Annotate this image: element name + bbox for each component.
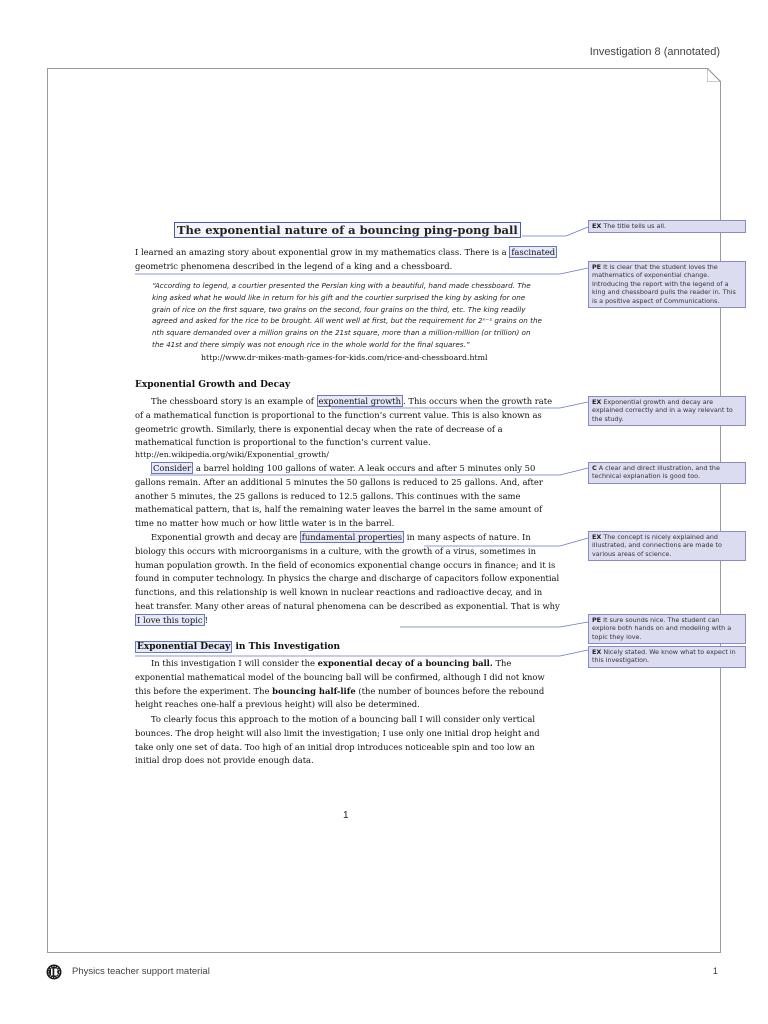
comment-text: Nicely stated. We know what to expect in this investigation. bbox=[592, 648, 736, 665]
highlight-love-topic[interactable]: I love this topic bbox=[137, 614, 203, 625]
highlight-exponential-growth[interactable]: exponential growth bbox=[318, 396, 402, 406]
comment-text: The title tells us all. bbox=[603, 222, 667, 230]
intro-paragraph bbox=[135, 246, 560, 274]
comment-title[interactable] bbox=[588, 220, 746, 233]
intro-line: I learned an amazing story about exponential grow in my mathematics class. There is a bbox=[135, 247, 507, 257]
comment-intro[interactable] bbox=[588, 261, 746, 308]
comment-text: Exponential growth and decay are explained correctly and in a way relevant to the study. bbox=[592, 398, 733, 423]
comment-tag: C bbox=[592, 464, 597, 472]
comment-tag: EX bbox=[592, 222, 602, 230]
highlight-fundamental-properties[interactable]: fundamental properties bbox=[301, 532, 403, 542]
comment-tag: EX bbox=[592, 533, 602, 541]
document-title: The exponential nature of a bouncing ping-pong ball bbox=[174, 222, 521, 238]
comment-text: The concept is nicely explained and illustrated, and connections are made to various areas of science. bbox=[592, 533, 722, 558]
p4-pre: Exponential growth and decay are bbox=[151, 532, 300, 542]
comment-text: It sure sounds nice. The student can explore both hands on and modeling with a topic they love. bbox=[592, 616, 732, 641]
footer-text: Physics teacher support material bbox=[72, 966, 210, 977]
p5-mid2: (the number of bounces before the rebound height reaches one-half a previous height) will also be determined. bbox=[135, 685, 545, 710]
p5-bold-half-life: bouncing half-life bbox=[272, 685, 356, 696]
comment-decay-heading[interactable] bbox=[588, 646, 746, 668]
comment-tag: PE bbox=[592, 263, 602, 271]
footer-page-number: 1 bbox=[712, 966, 718, 977]
highlight-fascinated[interactable]: fascinated bbox=[511, 247, 556, 257]
comment-growth[interactable] bbox=[588, 396, 746, 426]
paragraph-focus: To clearly focus this approach to the motion of a bouncing ball I will consider only vertical bounces. The drop height will also limit the investigation; I use only one initial drop height and take only one set of data. Too high of an initial drop introduces noticeable spin and too low an initial drop does not provide enough data. bbox=[135, 714, 540, 766]
comment-love-topic[interactable] bbox=[588, 614, 746, 644]
p2-pre: The chessboard story is an example of bbox=[151, 396, 317, 406]
comment-text: A clear and direct illustration, and the technical explanation is good too. bbox=[592, 464, 720, 481]
document-header-title: Investigation 8 (annotated) bbox=[589, 46, 720, 58]
p3-post: a barrel holding 100 gallons of water. A leak occurs and after 5 minutes only 50 gallons remain. After an additional 5 minutes the 50 gallons is reduced to 25 gallons. And, after another 5 minutes, the 25 gallons is reduced to 12.5 gallons. This continues with the same mathematical pattern, that is, half the remaining water leaves the barrel in the same amount of time no matter how much or how little water is in the barrel. bbox=[135, 463, 543, 529]
page-fold-corner bbox=[707, 68, 721, 82]
highlight-exponential-decay[interactable]: Exponential Decay bbox=[137, 642, 231, 652]
p5-pre: In this investigation I will consider the bbox=[151, 658, 318, 668]
source-url-chessboard[interactable]: http://www.dr-mikes-math-games-for-kids.com/rice-and-chessboard.html bbox=[201, 353, 488, 362]
document-page-number: 1 bbox=[343, 810, 349, 821]
paragraph-growth bbox=[135, 395, 560, 450]
legend-quote: “According to legend, a courtier presented the Persian king with a beautiful, hand made chessboard. The king asked what he would like in return for his gift and the courtier surprised the king by asking for one grain of rice on the first square, two grains on the second, four grains on the third, etc. The king readily agreed and asked for the rice to be brought. All went well at first, but the requirement for 2ⁿ⁻¹ grains on the nth square demanded over a million grains on the 21st square, more than a million-million (or trillion) on the 41st and there simply was not enough rice in the whole world for the final squares.” bbox=[152, 281, 542, 349]
p4-post: ! bbox=[204, 614, 208, 625]
comment-tag: PE bbox=[592, 616, 602, 624]
source-url-wikipedia[interactable]: http://en.wikipedia.org/wiki/Exponential_growth/ bbox=[135, 450, 329, 459]
comment-nature[interactable] bbox=[588, 531, 746, 561]
paragraph-barrel bbox=[135, 462, 560, 531]
paragraph-nature bbox=[135, 531, 560, 628]
p5-bold-decay: exponential decay of a bouncing ball. bbox=[317, 658, 493, 668]
p5-mid1: The exponential mathematical model of the bouncing ball will be confirmed, although I did not know this before the experiment. The bbox=[135, 658, 545, 696]
heading-exponential-decay bbox=[135, 642, 340, 652]
p4-mid: in many aspects of nature. In biology this occurs with microorganisms in a culture, with the growth of a virus, sometimes in human population growth. In the field of economics exponential change occurs in finance; and it is found in computer technology. In physics the charge and discharge of capacitors follow exponential functions, and this relationship is well known in nuclear reactions and radioactive decay, and in heat transfer. Many other areas of natural phenomena can be described as exponential. That is why bbox=[135, 532, 560, 611]
heading-growth-decay: Exponential Growth and Decay bbox=[135, 380, 291, 390]
p2-post: . This occurs when the growth rate of a mathematical function is proportional to the function’s current value. This is also known as geometric growth. Similarly, there is exponential decay when the rate of decrease of a mathematical function is proportional to the function’s current value. bbox=[135, 396, 553, 448]
comment-barrel[interactable] bbox=[588, 462, 746, 484]
comment-tag: EX bbox=[592, 648, 602, 656]
intro-rest: geometric phenomena described in the legend of a king and a chessboard. bbox=[135, 260, 453, 271]
comment-text: It is clear that the student loves the mathematics of exponential change. Introducing the report with the legend of a king and chessboard pulls the reader in. This is a positive aspect of Communications. bbox=[592, 263, 736, 305]
paragraph-investigation bbox=[135, 657, 560, 712]
ib-logo-icon bbox=[46, 964, 62, 980]
highlight-consider[interactable]: Consider bbox=[153, 463, 192, 473]
heading2-rest: in This Investigation bbox=[232, 642, 341, 652]
comment-tag: EX bbox=[592, 398, 602, 406]
